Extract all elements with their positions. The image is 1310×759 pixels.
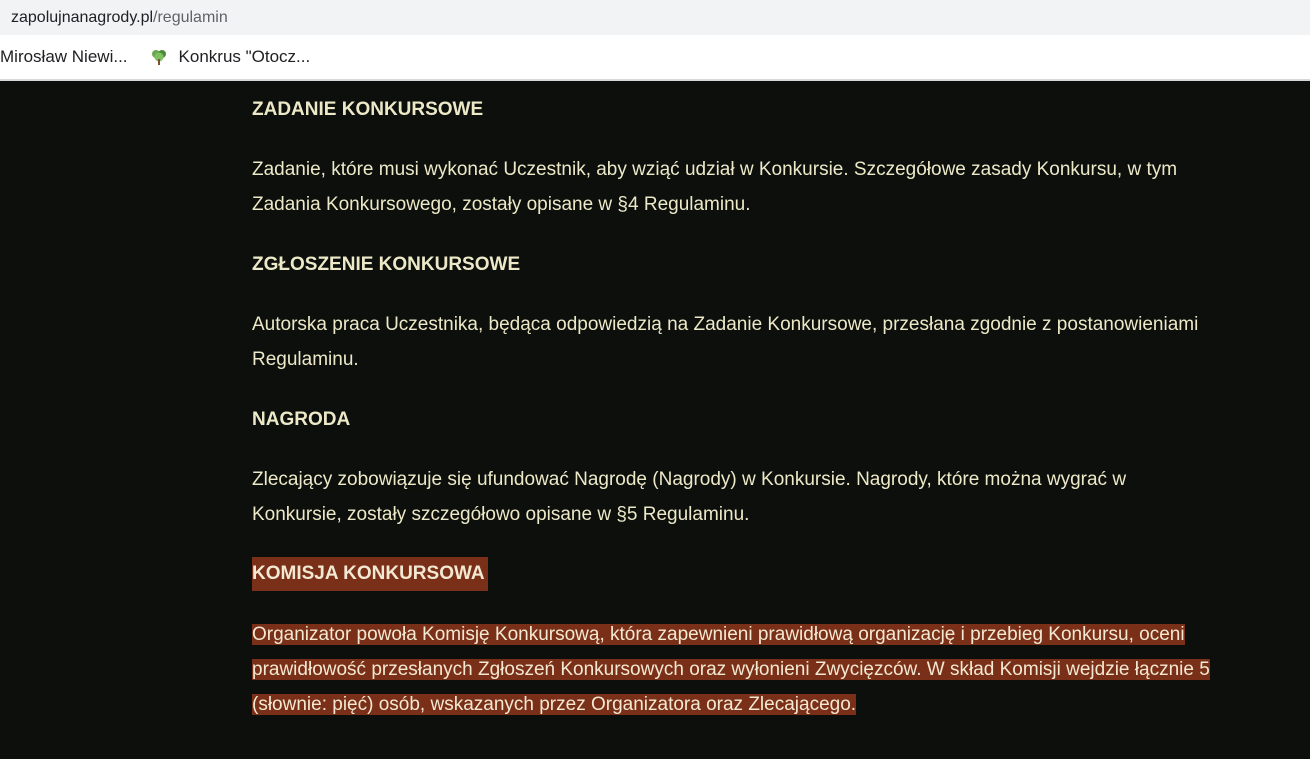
section-text: Zlecający zobowiązuje się ufundować Nagrodę (Nagrody) w Konkursie. Nagrody, które można wygrać w Konkursie, zostały szczegółowo opisane w §5 Regulaminu. [252,469,1127,525]
bookmark-label: Mirosław Niewi... [0,47,128,66]
address-bar[interactable] [0,0,1310,35]
bookmark-item[interactable] [150,47,311,67]
bookmark-label: Konkrus "Otocz... [178,47,311,66]
tree-icon [150,48,168,66]
selected-paragraph-text: Organizator powoła Komisję Konkursową, która zapewnieni prawidłową organizację i przebieg Konkursu, oceni prawidłowość przesłanych Zgłoszeń Konkursowych oraz wyłonieni Zwycięzców. W skład Komisji wejdzie łącznie 5 (słownie: pięć) osób, wskazanych przez Organizatora oraz Zlecającego. [252,624,1210,715]
url-path: /regulamin [153,8,228,26]
selected-heading-text: KOMISJA KONKURSOWA [252,557,488,591]
bookmark-item[interactable] [0,47,128,67]
section-text: Autorska praca Uczestnika, będąca odpowiedzią na Zadanie Konkursowe, przesłana zgodnie z postanowieniami Regulaminu. [252,314,1199,370]
section-heading: ZADANIE KONKURSOWE [252,99,484,120]
section-heading-selected [252,557,488,591]
section-text: Zadanie, które musi wykonać Uczestnik, aby wziąć udział w Konkursie. Szczegółowe zasady Konkursu, w tym Zadania Konkursowego, zostały opisane w §4 Regulaminu. [252,159,1178,215]
section-heading: ZGŁOSZENIE KONKURSOWE [252,254,521,275]
section-text-selected [252,617,1212,722]
url-host: zapolujnanagrody.pl [11,8,154,26]
bookmarks-bar [0,35,1310,81]
section-heading: NAGRODA [252,409,351,430]
